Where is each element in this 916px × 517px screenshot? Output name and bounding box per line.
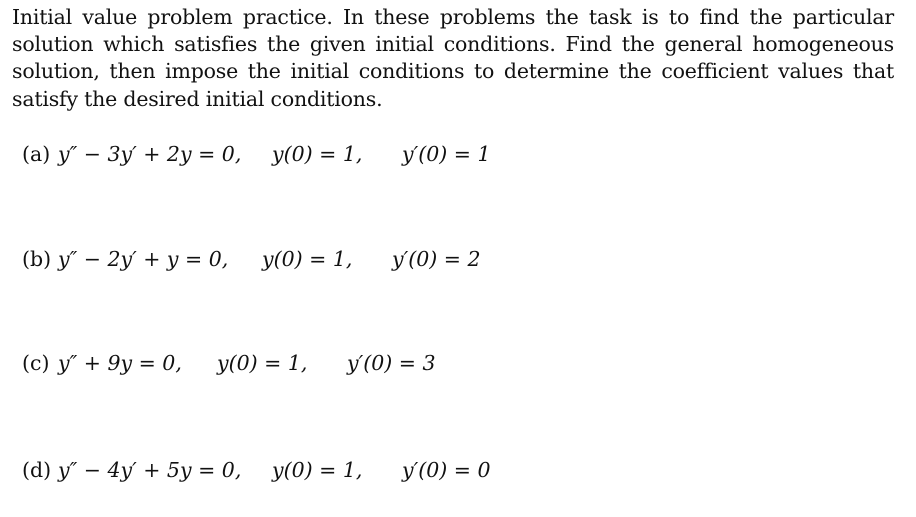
differential-equation: y″ − 2y′ + y = 0, <box>58 247 229 271</box>
initial-condition-y: y(0) = 1, <box>272 142 363 166</box>
differential-equation: y″ + 9y = 0, <box>58 351 182 375</box>
initial-condition-y: y(0) = 1, <box>262 247 353 271</box>
initial-condition-yprime: y′(0) = 3 <box>347 351 436 375</box>
differential-equation: y″ − 3y′ + 2y = 0, <box>58 142 242 166</box>
problem-label: (c) <box>22 351 50 375</box>
initial-condition-y: y(0) = 1, <box>272 458 363 482</box>
initial-condition-yprime: y′(0) = 1 <box>402 142 491 166</box>
intro-paragraph: Initial value problem practice. In these problems the task is to find the particular solution which satisfies the given initial conditions. Find the general homogeneous solution, then impose the initial conditions to determine the coefficient values that satisfy the desired initial conditions. <box>12 5 894 111</box>
initial-condition-yprime: y′(0) = 2 <box>392 247 481 271</box>
initial-condition-yprime: y′(0) = 0 <box>402 458 491 482</box>
problem-label: (a) <box>22 142 51 166</box>
initial-condition-y: y(0) = 1, <box>217 351 308 375</box>
differential-equation: y″ − 4y′ + 5y = 0, <box>58 458 242 482</box>
problem-label: (b) <box>22 247 52 271</box>
problem-label: (d) <box>22 458 52 482</box>
